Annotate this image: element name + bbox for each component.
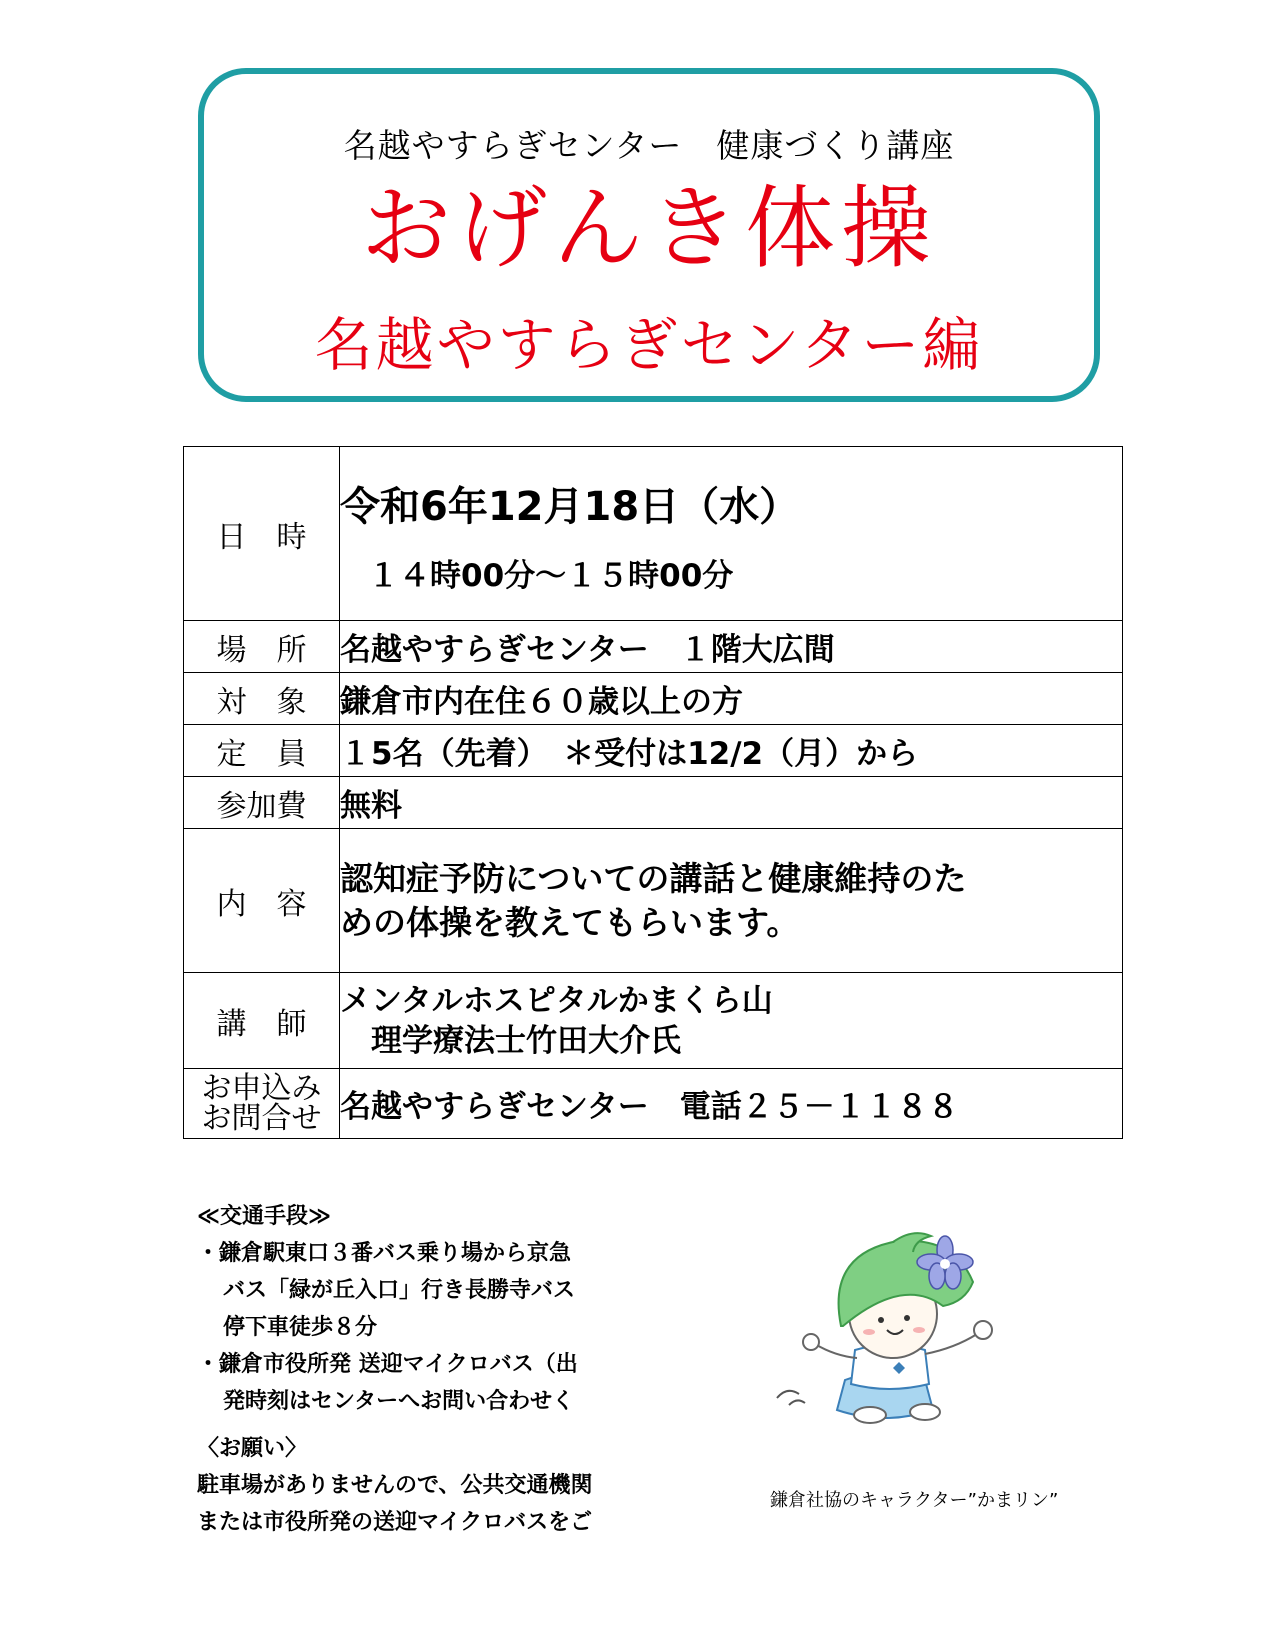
place-label: 場 所 [184,621,340,673]
table-row-date [184,447,1123,621]
page-title: おげんき体操 [361,176,937,281]
fee-value: 無料 [340,777,1123,829]
request-heading: 〈お願い〉 [197,1436,308,1461]
table-row-capacity [184,725,1123,777]
table-row-fee [184,777,1123,829]
content-label: 内 容 [184,829,340,973]
lecturer-cell [340,973,1123,1069]
page-subtitle: 名越やすらぎセンター編 [314,311,984,379]
transport-item1-line1: ・鎌倉駅東口３番バス乗り場から京急 [197,1241,572,1266]
table-row-apply [184,1069,1123,1139]
lecturer-label: 講 師 [184,973,340,1069]
apply-label-line-2: お問合せ [201,1100,322,1136]
date-time: １４時00分～１５時00分 [368,557,734,594]
header-box [198,68,1100,402]
transport-heading: ≪交通手段≫ [197,1204,332,1229]
date-label: 日 時 [184,447,340,621]
transport-section [197,1198,697,1541]
header-subtitle: 名越やすらぎセンター 健康づくり講座 [343,126,955,165]
mascot-character-icon [775,1230,1010,1435]
capacity-value: １5名（先着） ＊受付は12/2（月）から [340,725,1123,777]
request-line2: または市役所発の送迎マイクロバスをご [197,1510,593,1535]
target-value: 鎌倉市内在住６０歳以上の方 [340,673,1123,725]
table-row-place [184,621,1123,673]
apply-label [184,1069,340,1139]
transport-item1-line3: 停下車徒歩８分 [223,1315,378,1340]
transport-item1-line2: バス「緑が丘入口」行き長勝寺バス [223,1278,576,1303]
fee-label: 参加費 [184,777,340,829]
table-row-content [184,829,1123,973]
content-cell [340,829,1123,973]
date-cell [340,447,1123,621]
content-line-2: めの体操を教えてもらいます。 [340,902,800,942]
transport-item2-line2: 発時刻はセンターへお問い合わせく [223,1389,575,1414]
date-main: 令和6年12月18日（水） [340,483,800,530]
place-value: 名越やすらぎセンター １階大広間 [340,621,1123,673]
lecturer-line-2: 理学療法士竹田大介氏 [340,1022,681,1059]
table-row-lecturer [184,973,1123,1069]
apply-label-line-1: お申込み [201,1070,322,1106]
request-line1: 駐車場がありませんので、公共交通機関 [197,1473,593,1498]
target-label: 対 象 [184,673,340,725]
lecturer-line-1: メンタルホスピタルかまくら山 [340,982,773,1019]
content-line-1: 認知症予防についての講話と健康維持のた [340,858,967,898]
apply-value: 名越やすらぎセンター 電話２５－１１８８ [340,1069,1123,1139]
capacity-label: 定 員 [184,725,340,777]
transport-item2-line1: ・鎌倉市役所発 送迎マイクロバス（出 [197,1352,578,1377]
info-table [183,446,1123,1139]
mascot-caption: 鎌倉社協のキャラクター”かまリン” [770,1490,1059,1511]
table-row-target [184,673,1123,725]
